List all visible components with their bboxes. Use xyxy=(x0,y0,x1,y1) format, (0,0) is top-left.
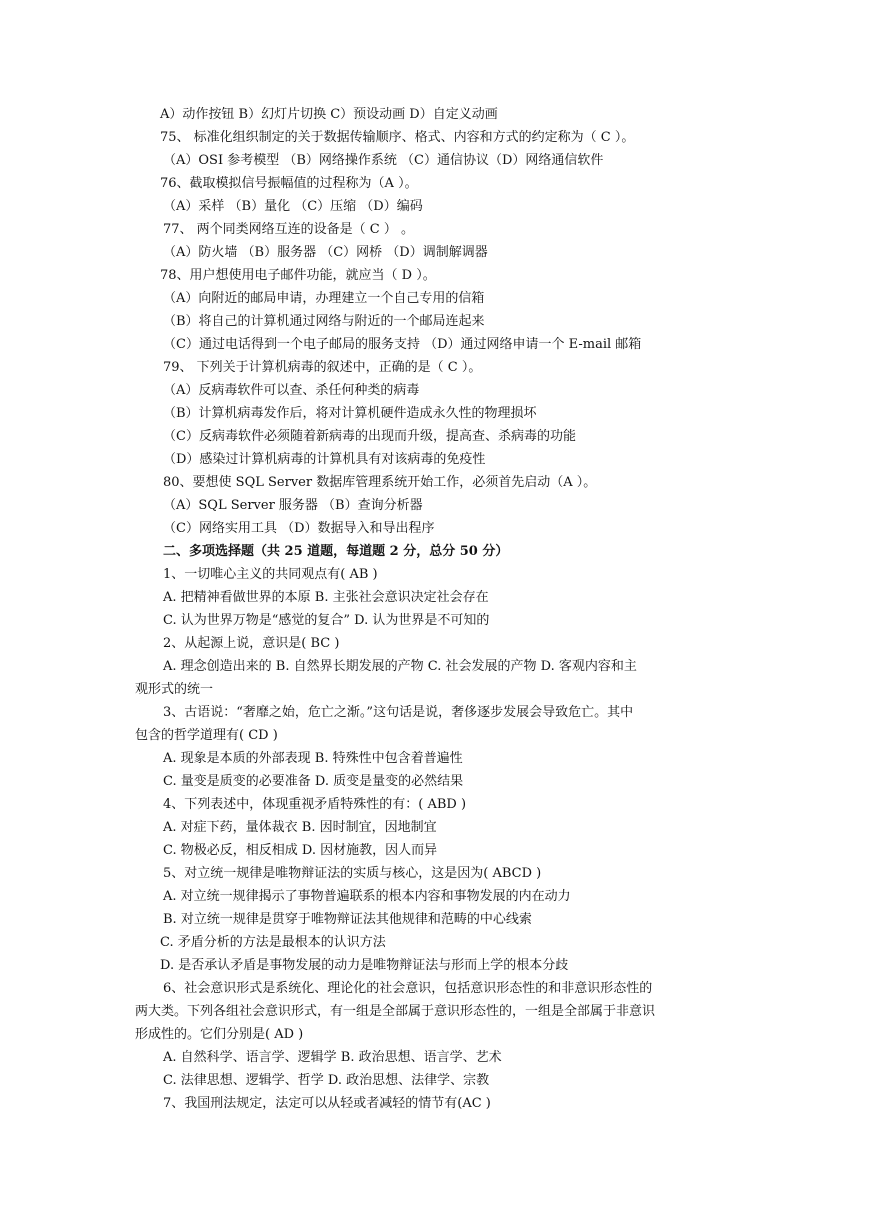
text-line: A. 理念创造出来的 B. 自然界长期发展的产物 C. 社会发展的产物 D. 客观内容和主 xyxy=(163,659,637,674)
text-line: （B）计算机病毒发作后，将对计算机硬件造成永久性的物理损坏 xyxy=(163,406,537,421)
question-75: 75、 标准化组织制定的关于数据传输顺序、格式、内容和方式的约定称为（ C ）。 xyxy=(160,130,635,145)
question-76: 76、截取模拟信号振幅值的过程称为（A ）。 xyxy=(160,176,418,191)
text-line: D. 是否承认矛盾是事物发展的动力是唯物辩证法与形而上学的根本分歧 xyxy=(160,958,569,973)
section-heading: 二、多项选择题（共 25 道题，每道题 2 分，总分 50 分） xyxy=(163,544,509,559)
question-77: 77、 两个同类网络互连的设备是（ C ） 。 xyxy=(163,222,415,237)
text-line: （C）网络实用工具 （D）数据导入和导出程序 xyxy=(163,521,435,536)
question-80: 80、要想使 SQL Server 数据库管理系统开始工作，必须首先启动（A ）。 xyxy=(163,475,597,490)
text-line: 6、社会意识形式是系统化、理论化的社会意识，包括意识形态性的和非意识形态性的 xyxy=(163,981,653,996)
text-line: B. 对立统一规律是贯穿于唯物辩证法其他规律和范畴的中心线索 xyxy=(163,912,532,927)
text-line: （C）通过电话得到一个电子邮局的服务支持 （D）通过网络申请一个 E-mail 邮箱 xyxy=(163,337,642,352)
text-line: A. 对立统一规律揭示了事物普遍联系的根本内容和事物发展的内在动力 xyxy=(163,889,571,904)
text-line: 3、古语说：“奢靡之始，危亡之渐。”这句话是说，奢侈逐步发展会导致危亡。其中 xyxy=(163,705,634,720)
text-line: （B）将自己的计算机通过网络与附近的一个邮局连起来 xyxy=(163,314,485,329)
text-line: （A）OSI 参考模型 （B）网络操作系统 （C）通信协议（D）网络通信软件 xyxy=(163,153,604,168)
text-line: 4、下列表述中，体现重视矛盾特殊性的有：( ABD ) xyxy=(163,797,467,812)
text-line: 1、一切唯心主义的共同观点有( AB ) xyxy=(163,567,378,582)
text-line: 2、从起源上说，意识是( BC ) xyxy=(163,636,340,651)
text-line: 两大类。下列各组社会意识形式，有一组是全部属于意识形态性的，一组是全部属于非意识 xyxy=(135,1004,656,1019)
text-line: 形成性的。它们分别是( AD ) xyxy=(135,1027,304,1042)
text-line: C. 量变是质变的必要准备 D. 质变是量变的必然结果 xyxy=(163,774,464,789)
text-line: A. 现象是本质的外部表现 B. 特殊性中包含着普遍性 xyxy=(163,751,463,766)
text-line: （A）SQL Server 服务器 （B）查询分析器 xyxy=(163,498,423,513)
question-79: 79、 下列关于计算机病毒的叙述中，正确的是（ C ）。 xyxy=(163,360,482,375)
text-line: （C）反病毒软件必须随着新病毒的出现而升级，提高查、杀病毒的功能 xyxy=(163,429,576,444)
text-line: （D）感染过计算机病毒的计算机具有对该病毒的免疫性 xyxy=(163,452,486,467)
text-line: A. 自然科学、语言学、逻辑学 B. 政治思想、语言学、艺术 xyxy=(163,1050,502,1065)
text-line: （A）防火墙 （B）服务器 （C）网桥 （D）调制解调器 xyxy=(163,245,488,260)
text-line: （A）反病毒软件可以查、杀任何种类的病毒 xyxy=(163,383,420,398)
text-line: （A）采样 （B）量化 （C）压缩 （D）编码 xyxy=(163,199,423,214)
question-78: 78、用户想使用电子邮件功能，就应当（ D ）。 xyxy=(160,268,436,283)
text-line: C. 法律思想、逻辑学、哲学 D. 政治思想、法律学、宗教 xyxy=(163,1073,490,1088)
text-line: A. 对症下药，量体裁衣 B. 因时制宜，因地制宜 xyxy=(163,820,437,835)
text-line: 观形式的统一 xyxy=(135,682,214,697)
text-line: C. 认为世界万物是“感觉的复合” D. 认为世界是不可知的 xyxy=(163,613,490,628)
text-line: 包含的哲学道理有( CD ) xyxy=(135,728,278,743)
text-line: A. 把精神看做世界的本原 B. 主张社会意识决定社会存在 xyxy=(163,590,489,605)
text-line: （A）向附近的邮局申请，办理建立一个自己专用的信箱 xyxy=(163,291,485,306)
text-line: A）动作按钮 B）幻灯片切换 C）预设动画 D）自定义动画 xyxy=(160,107,498,122)
text-line: C. 矛盾分析的方法是最根本的认识方法 xyxy=(160,935,386,950)
text-line: C. 物极必反，相反相成 D. 因材施教，因人而异 xyxy=(163,843,438,858)
text-line: 5、对立统一规律是唯物辩证法的实质与核心，这是因为( ABCD ) xyxy=(163,866,542,881)
text-line: 7、我国刑法规定，法定可以从轻或者减轻的情节有(AC ) xyxy=(163,1096,491,1111)
